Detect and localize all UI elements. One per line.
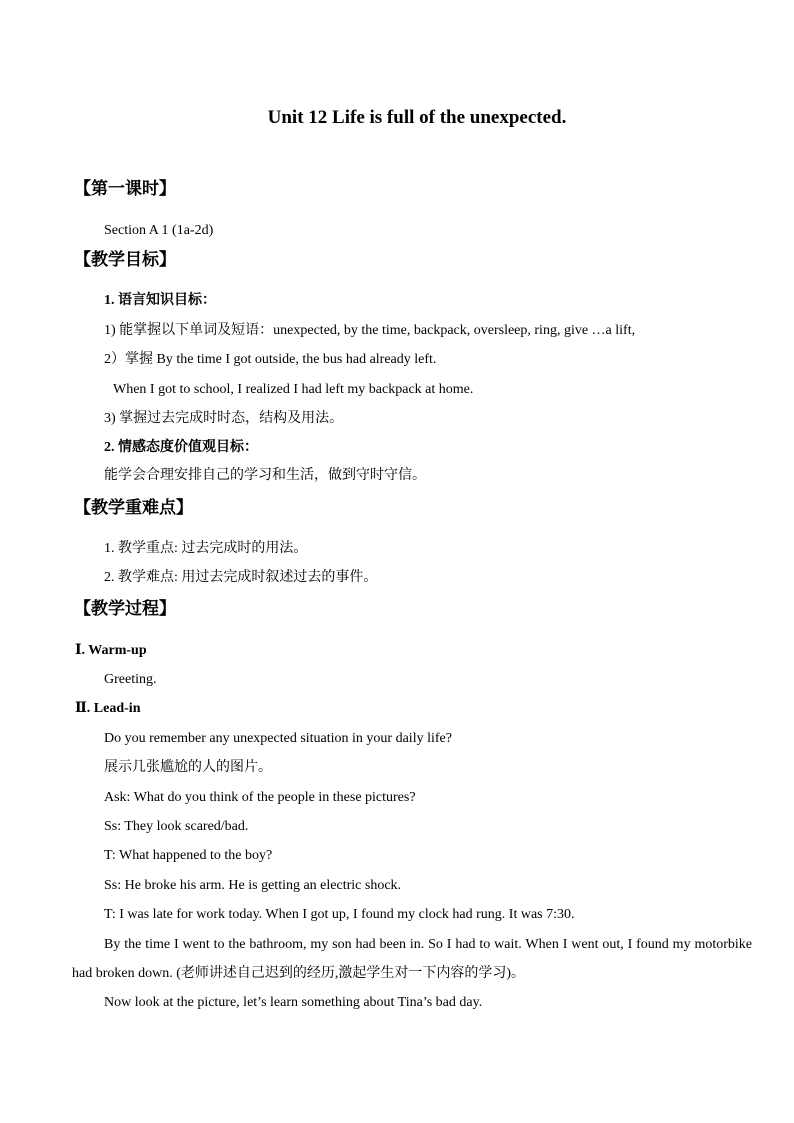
lead-in-line: Ss: He broke his arm. He is getting an electric shock. bbox=[104, 878, 402, 893]
page-title: Unit 12 Life is full of the unexpected. bbox=[267, 107, 567, 128]
objective-subheading-2: 2. 情感态度价值观目标： bbox=[104, 440, 258, 455]
key-point-line: 2. 教学难点: 用过去完成时叙述过去的事件。 bbox=[104, 570, 378, 585]
lead-in-heading: Ⅱ. Lead-in bbox=[75, 701, 141, 716]
lead-in-line: Ask: What do you think of the people in these pictures? bbox=[104, 790, 416, 805]
key-points-heading: 【教学重难点】 bbox=[74, 498, 193, 517]
lead-in-line: T: What happened to the boy? bbox=[104, 848, 273, 863]
key-point-line: 1. 教学重点: 过去完成时的用法。 bbox=[104, 541, 308, 556]
objective-line: 2）掌握 By the time I got outside, the bus had already left. bbox=[104, 352, 437, 367]
objective-line: 3) 掌握过去完成时时态，结构及用法。 bbox=[104, 411, 344, 426]
lead-in-line: 展示几张尴尬的人的图片。 bbox=[104, 760, 272, 775]
lead-in-paragraph: By the time I went to the bathroom, my son had been in. So I had to wait. When I went out, I found my motorbike had broken down. (老师讲述自己迟到的经历,激起学生对一下内容的学习)。 bbox=[72, 937, 752, 981]
section-label: Section A 1 (1a-2d) bbox=[104, 223, 214, 238]
process-heading: 【教学过程】 bbox=[74, 599, 176, 618]
objectives-heading: 【教学目标】 bbox=[74, 250, 176, 269]
lead-in-line: Do you remember any unexpected situation in your daily life? bbox=[104, 731, 452, 746]
objective-line: 1) 能掌握以下单词及短语：unexpected, by the time, backpack, oversleep, ring, give …a lift, bbox=[104, 323, 636, 338]
objective-subheading-1: 1. 语言知识目标： bbox=[104, 293, 216, 308]
objective-line: When I got to school, I realized I had left my backpack at home. bbox=[113, 382, 474, 397]
lesson-heading: 【第一课时】 bbox=[74, 179, 176, 198]
objective-line: 能学会合理安排自己的学习和生活，做到守时守信。 bbox=[104, 468, 426, 483]
lead-in-closing-line: Now look at the picture, let’s learn something about Tina’s bad day. bbox=[104, 995, 483, 1010]
warm-up-text: Greeting. bbox=[104, 672, 157, 687]
lead-in-line: T: I was late for work today. When I got up, I found my clock had rung. It was 7:30. bbox=[104, 907, 575, 922]
warm-up-heading: Ⅰ. Warm-up bbox=[75, 643, 147, 658]
lead-in-line: Ss: They look scared/bad. bbox=[104, 819, 249, 834]
